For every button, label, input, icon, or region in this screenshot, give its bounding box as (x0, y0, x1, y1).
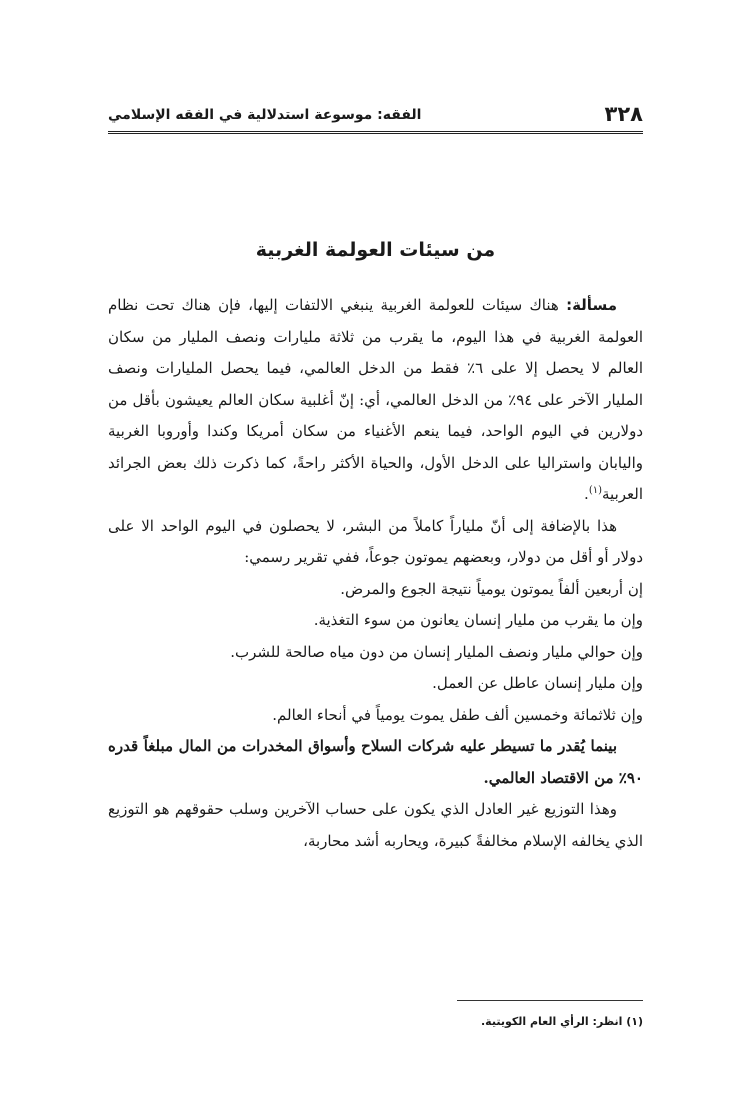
header-divider (108, 131, 643, 134)
report-item: وإن حوالي مليار ونصف المليار إنسان من دون مياه صالحة للشرب. (230, 642, 643, 661)
running-title: الفقه: موسوعة استدلالية في الفقه الإسلامي (108, 107, 422, 123)
report-item: وإن ثلاثمائة وخمسين ألف طفل يموت يومياً في أنحاء العالم. (272, 705, 643, 724)
page-number: ٣٢٨ (604, 102, 643, 126)
paragraph-weapons: بينما يُقدر ما تسيطر عليه شركات السلاح وأسواق المخدرات من المال مبلغاً قدره ٩٠٪ من الاقتصاد العالمي. (108, 737, 643, 787)
footnote-divider (457, 1000, 643, 1001)
report-item: وإن ما يقرب من مليار إنسان يعانون من سوء التغذية. (313, 611, 643, 629)
body-text (108, 290, 643, 857)
report-item: إن أربعين ألفاً يموتون يومياً نتيجة الجوع والمرض. (340, 579, 643, 598)
footnote: (١) انظر: الرأي العام الكويتية. (480, 1015, 643, 1028)
paragraph-intro (108, 290, 643, 511)
paragraph-intro-end: . (584, 485, 589, 503)
report-item: وإن مليار إنسان عاطل عن العمل. (432, 674, 643, 692)
paragraph-billion: هذا بالإضافة إلى أنّ ملياراً كاملاً من البشر، لا يحصلون في اليوم الواحد الا على دولار أو أقل من دولار، وبعضهم يموتون جوعاً، ففي تقرير رسمي: (108, 516, 643, 566)
paragraph-distribution: وهذا التوزيع غير العادل الذي يكون على حساب الآخرين وسلب حقوقهم هو التوزيع الذي يخالفه الإسلام مخالفةً كبيرة، ويحاربه أشد محاربة، (108, 800, 643, 850)
page-header (108, 92, 643, 126)
issue-label: مسألة: (566, 296, 617, 314)
footnote-reference: (١) (588, 485, 602, 496)
paragraph-intro-text: هناك سيئات للعولمة الغربية ينبغي الالتفات إليها، فإن هناك تحت نظام العولمة الغربية في هذا اليوم، ما يقرب من ثلاثة مليارات ونصف المليار من سكان العالم لا يحصل إلا على ٦٪ فقط من الدخل العالمي، فيما يحصل المليارات ونصف المليار الآخر على ٩٤٪ من الدخل العالمي، أي: إنّ أغلبية سكان العالم يعيشون بأقل من دولارين في اليوم الواحد، فيما ينعم الأغنياء من سكان أمريكا وكندا وأوروبا الغربية واليابان واستراليا على الدخل الأول، والحياة الأكثر راحةً، كما ذكرت ذلك بعض الجرائد العربية (108, 296, 644, 503)
section-title: من سيئات العولمة الغربية (255, 239, 496, 261)
